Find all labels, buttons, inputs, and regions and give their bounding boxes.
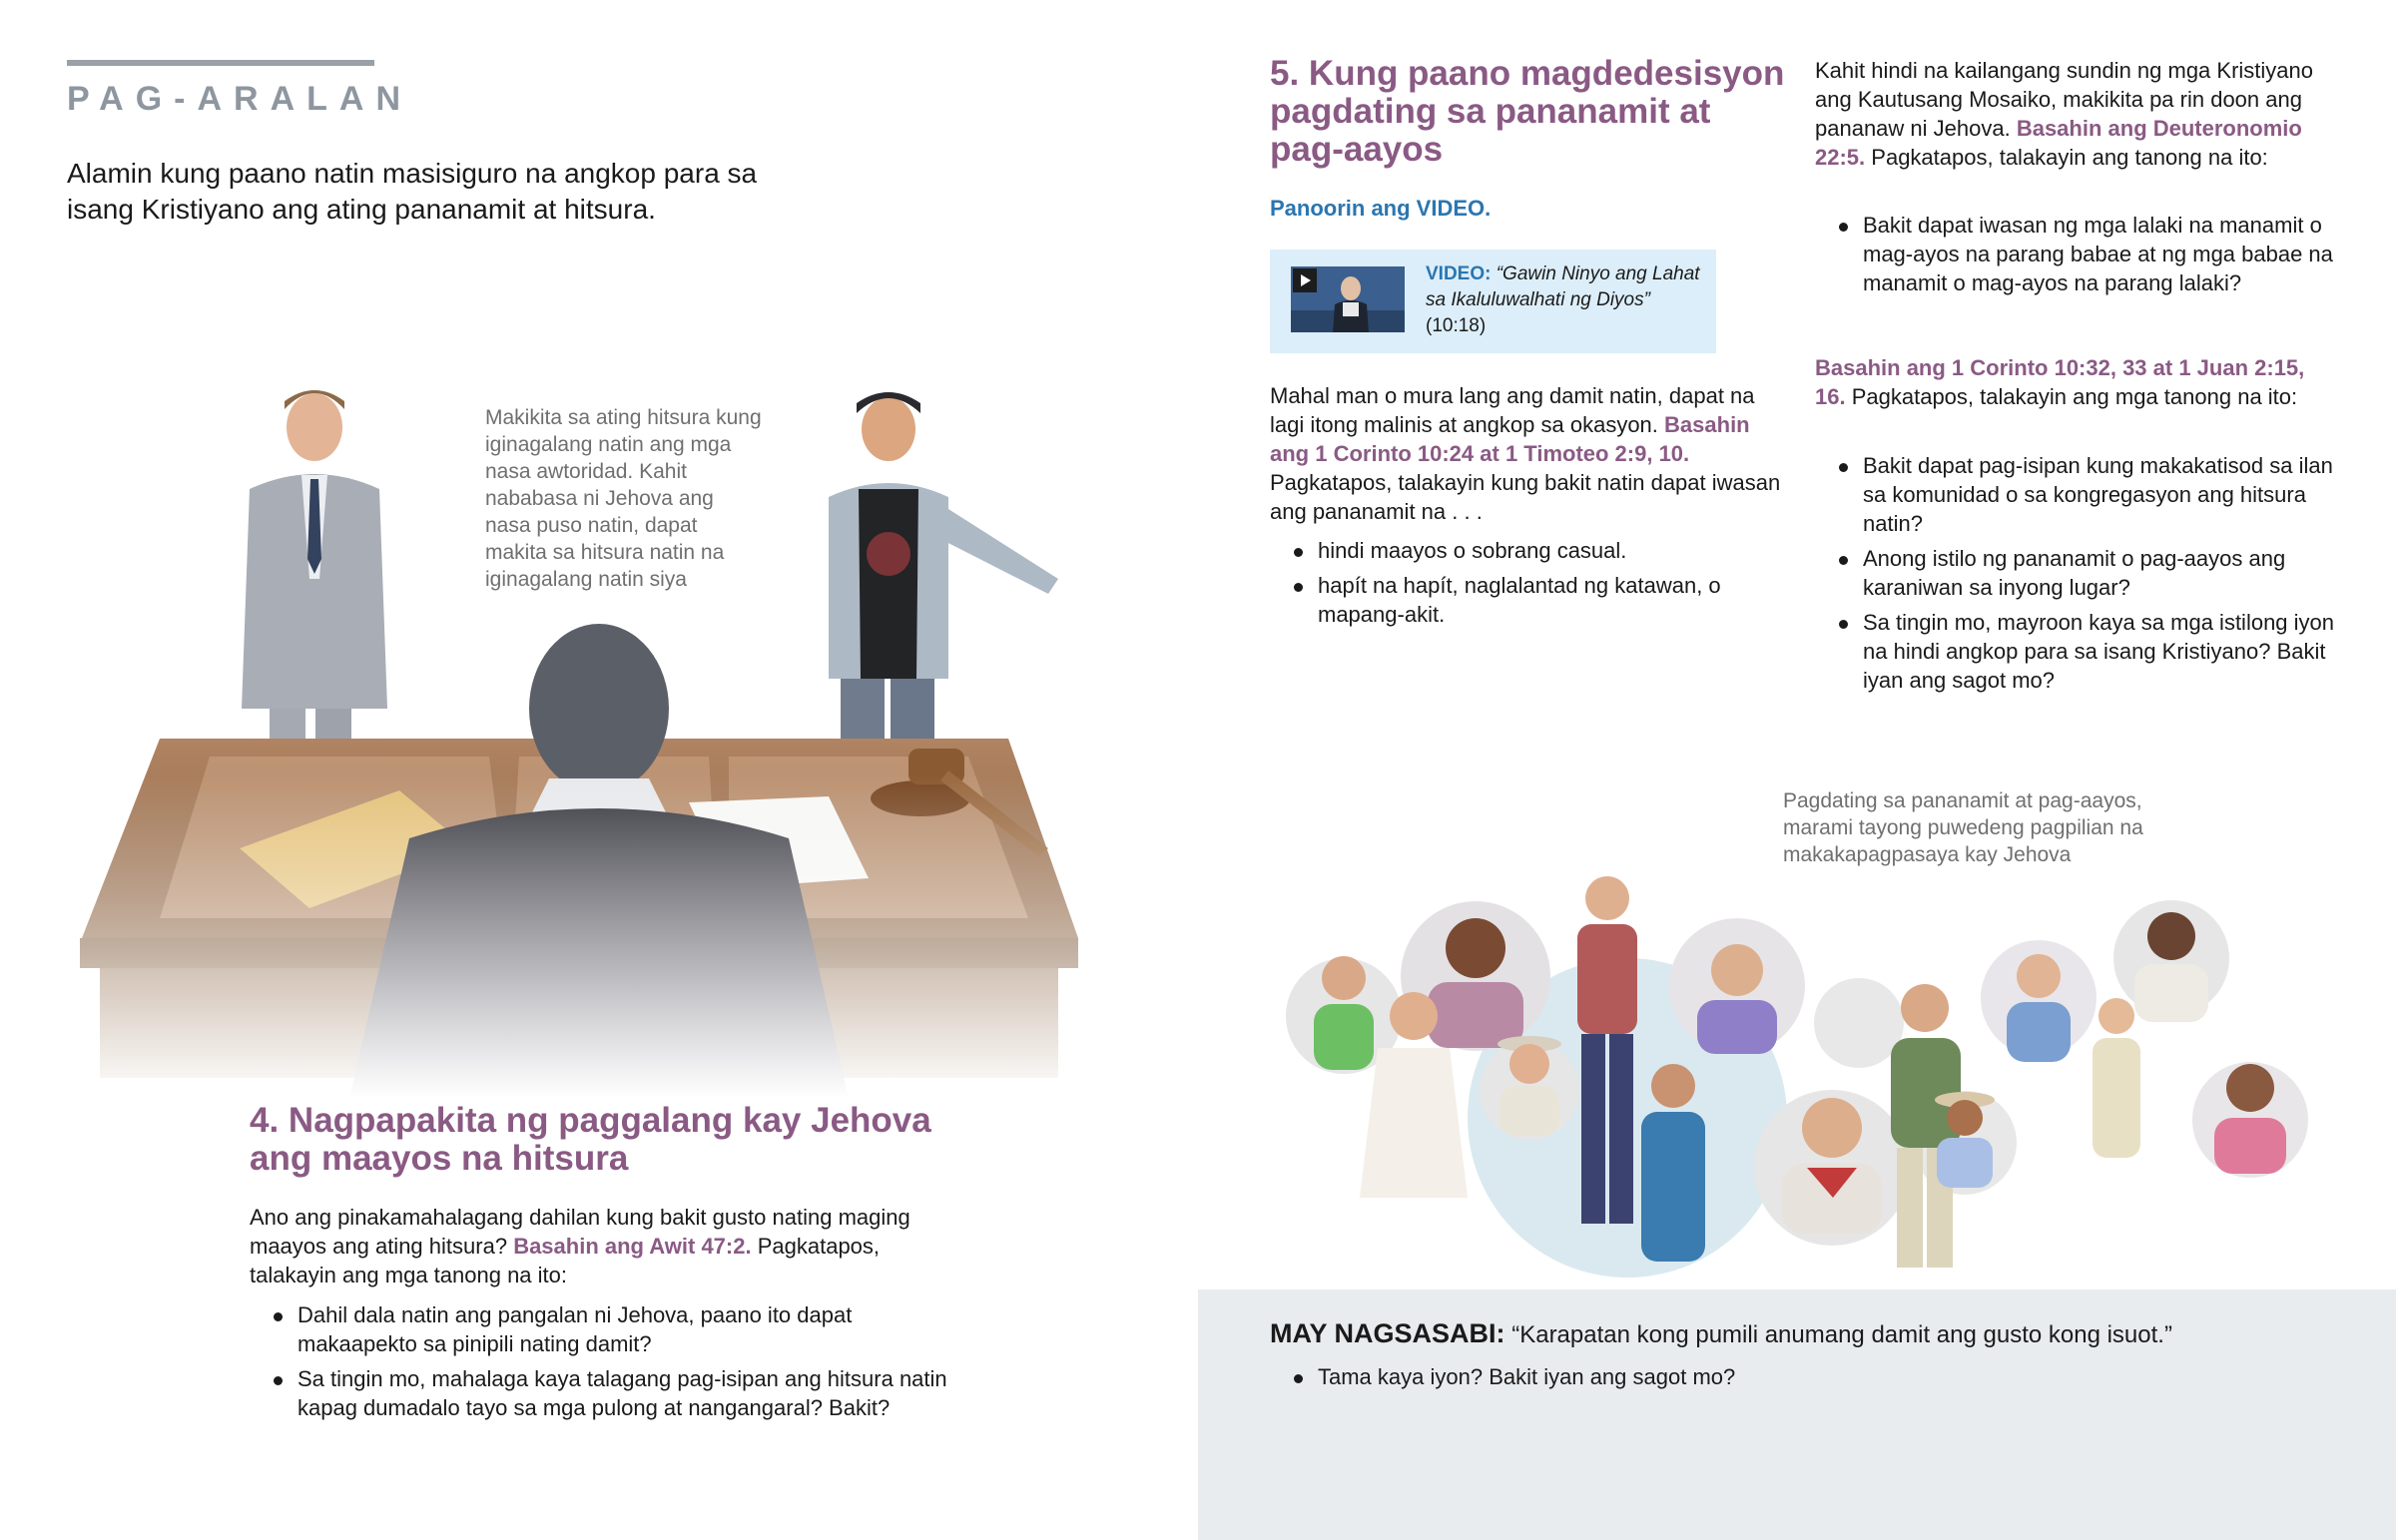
- intro-text: Alamin kung paano natin masisiguro na angkop para sa isang Kristiyano ang ating pananamit at hitsura.: [67, 158, 758, 225]
- section-5b-paragraph: [1815, 56, 2334, 172]
- section-4-heading: 4. Nagpapakita ng paggalang kay Jehova ang maayos na hitsura: [250, 1101, 931, 1178]
- play-icon[interactable]: [1293, 268, 1317, 292]
- section-5-heading: 5. Kung paano magdedesisyon pagdating sa pananamit at pag-aayos: [1270, 54, 1785, 169]
- video-title: “Gawin Ninyo ang Lahat sa Ikaluluwalhati ng Diyos”: [1426, 263, 1700, 310]
- list-item: Sa tingin mo, mahalaga kaya talagang pag-isipan ang hitsura natin kapag dumadalo tayo sa mga pulong at nangangaral? Bakit?: [250, 1364, 948, 1422]
- scripture-link-corinto-timoteo[interactable]: Basahin ang 1 Corinto 10:24 at 1 Timoteo 2:9, 10.: [1270, 412, 1750, 466]
- may-nagsasabi-questions: [1270, 1362, 2268, 1397]
- section-5c-text-after: Pagkatapos, talakayin ang mga tanong na ito:: [1851, 384, 2298, 409]
- video-label[interactable]: [1426, 261, 1710, 339]
- section-4-questions: [250, 1300, 948, 1428]
- list-item: Anong istilo ng pananamit o pag-aayos ang karaniwan sa inyong lugar?: [1815, 544, 2334, 602]
- person-boy-green: [1314, 956, 1374, 1070]
- list-item: Sa tingin mo, mayroon kaya sa mga istilong iyon na hindi angkop para sa isang Kristiyano? Bakit iyan ang sagot mo?: [1815, 608, 2334, 695]
- list-item: Dahil dala natin ang pangalan ni Jehova, paano ito dapat makaapekto sa pinipili nating damit?: [250, 1300, 948, 1358]
- person-girl-yellow: [2093, 998, 2140, 1158]
- may-nagsasabi-label: MAY NAGSASABI:: [1270, 1318, 1505, 1348]
- section-5b-text-after: Pagkatapos, talakayin ang tanong na ito:: [1871, 145, 2268, 170]
- section-5-bullets: [1270, 536, 1789, 635]
- section-5-paragraph: [1270, 381, 1789, 526]
- people-group-illustration: [1278, 858, 2316, 1289]
- scripture-link-awit[interactable]: Basahin ang Awit 47:2.: [513, 1234, 752, 1259]
- illustration-caption-choices: Pagdating sa pananamit at pag-aayos, marami tayong puwedeng pagpilian na makakapagpasaya kay Jehova: [1783, 789, 2143, 866]
- section-5b-questions: [1815, 211, 2334, 303]
- list-item: Bakit dapat iwasan ng mga lalaki na manamit o mag-ayos na parang babae at ng mga babae na manamit o mag-ayos na parang lalaki?: [1815, 211, 2334, 297]
- video-duration: (10:18): [1426, 315, 1487, 336]
- section-4-paragraph: [250, 1203, 948, 1289]
- section-5-text: Mahal man o mura lang ang damit natin, dapat na lagi itong malinis at angkop sa okasyon.: [1270, 383, 1755, 437]
- list-item: hindi maayos o sobrang casual.: [1270, 536, 1789, 565]
- may-nagsasabi-line: [1270, 1317, 2348, 1351]
- section-5c-paragraph: [1815, 353, 2334, 411]
- list-item: Bakit dapat pag-isipan kung makakatisod sa ilan sa komunidad o sa kongregasyon ang hitsura natin?: [1815, 451, 2334, 538]
- section-4-text-after: Pagkatapos, talakayin ang mga tanong na ito:: [250, 1234, 881, 1287]
- kicker-rule: [67, 60, 374, 66]
- watch-video-link[interactable]: Panoorin ang VIDEO.: [1270, 196, 1492, 221]
- section-5b-text: Kahit hindi na kailangang sundin ng mga Kristiyano ang Kautusang Mosaiko, makikita pa rin doon ang pananaw ni Jehova.: [1815, 58, 2313, 141]
- section-5c-questions: [1815, 451, 2334, 701]
- scripture-link-corinto-juan[interactable]: Basahin ang 1 Corinto 10:32, 33 at 1 Juan 2:15, 16.: [1815, 355, 2305, 409]
- list-item: Tama kaya iyon? Bakit iyan ang sagot mo?: [1270, 1362, 2268, 1391]
- scripture-link-deuteronomio[interactable]: Basahin ang Deuteronomio 22:5.: [1815, 116, 2302, 170]
- list-item: hapít na hapít, naglalantad ng katawan, o mapang-akit.: [1270, 571, 1789, 629]
- illustration-caption-respect: Makikita sa ating hitsura kung iginagalang natin ang mga nasa awtoridad. Kahit nababasa ni Jehova ang nasa puso natin, dapat makita sa hitsura natin na iginagalang natin siya: [485, 406, 762, 591]
- section-5-text-after: Pagkatapos, talakayin kung bakit natin dapat iwasan ang pananamit na . . .: [1270, 470, 1781, 524]
- video-tag: VIDEO:: [1426, 263, 1492, 284]
- may-nagsasabi-quote: “Karapatan kong pumili anumang damit ang gusto kong isuot.”: [1511, 1321, 2172, 1348]
- section-kicker: PAG-ARALAN: [67, 80, 413, 118]
- section-4-text: Ano ang pinakamahalagang dahilan kung bakit gusto nating maging maayos ang ating hitsura?: [250, 1205, 910, 1259]
